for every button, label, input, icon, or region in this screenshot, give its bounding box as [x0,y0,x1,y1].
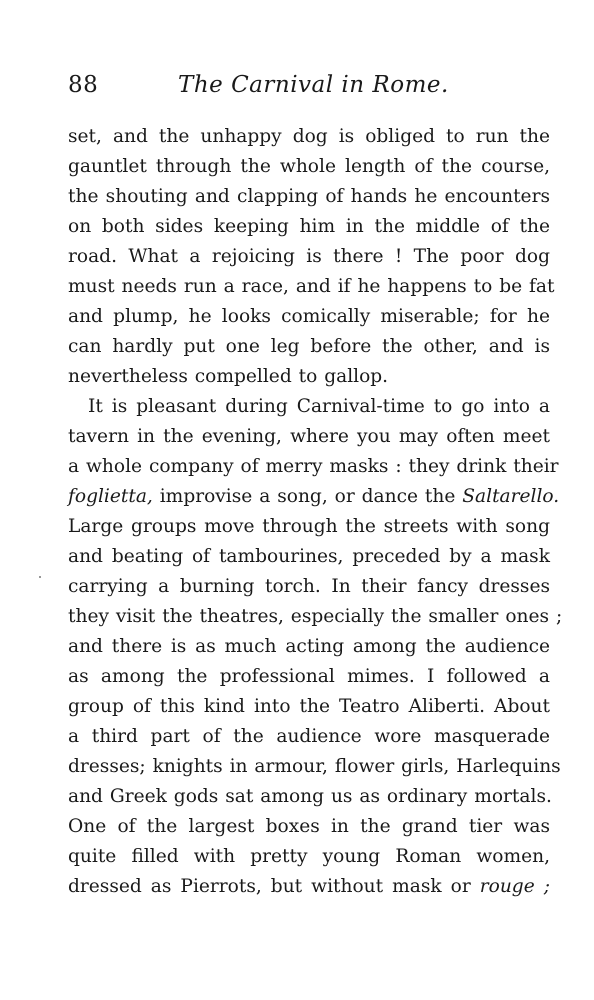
running-title: The Carnival in Rome. [178,72,449,98]
text-line: tavern in the evening, where you may often meet [68,426,550,447]
page-header [68,72,546,106]
text-line: the shouting and clapping of hands he encounters [68,186,550,207]
italic-word: foglietta, [68,486,153,507]
text-line: foglietta, improvise a song, or dance the Saltarello. [68,486,560,507]
text-line: dresses; knights in armour, flower girls, Harlequins [68,756,561,777]
text-line: carrying a burning torch. In their fancy dresses [68,576,550,597]
paragraph-start-line: It is pleasant during Carnival-time to go into a [88,396,550,417]
text-line: they visit the theatres, especially the smaller ones ; [68,606,563,627]
text-line: can hardly put one leg before the other, and is [68,336,550,357]
text-line: dressed as Pierrots, but without mask or rouge ; [68,876,550,897]
text-line: on both sides keeping him in the middle of the [68,216,550,237]
text-line: and there is as much acting among the audience [68,636,550,657]
text-line: Large groups move through the streets with song [68,516,550,537]
text-line: as among the professional mimes. I followed a [68,666,550,687]
print-speck [39,576,41,578]
text-line: and beating of tambourines, preceded by a mask [68,546,550,567]
page-number: 88 [68,72,99,98]
text-line: and Greek gods sat among us as ordinary mortals. [68,786,552,807]
text-line: gauntlet through the whole length of the course, [68,156,550,177]
body-text [68,122,563,902]
text-line: a whole company of merry masks : they drink their [68,456,559,477]
text-line: road. What a rejoicing is there ! The poor dog [68,246,550,267]
text-line: must needs run a race, and if he happens to be fat [68,276,555,297]
text-line: quite filled with pretty young Roman women, [68,846,550,867]
text-line: a third part of the audience wore masquerade [68,726,550,747]
italic-word: Saltarello. [462,486,560,507]
text-line: set, and the unhappy dog is obliged to run the [68,126,550,147]
text-line: and plump, he looks comically miserable; for he [68,306,550,327]
text-line: One of the largest boxes in the grand tier was [68,816,550,837]
text-line: group of this kind into the Teatro Aliberti. About [68,696,550,717]
italic-word: rouge ; [479,876,550,897]
text-line: nevertheless compelled to gallop. [68,366,389,387]
